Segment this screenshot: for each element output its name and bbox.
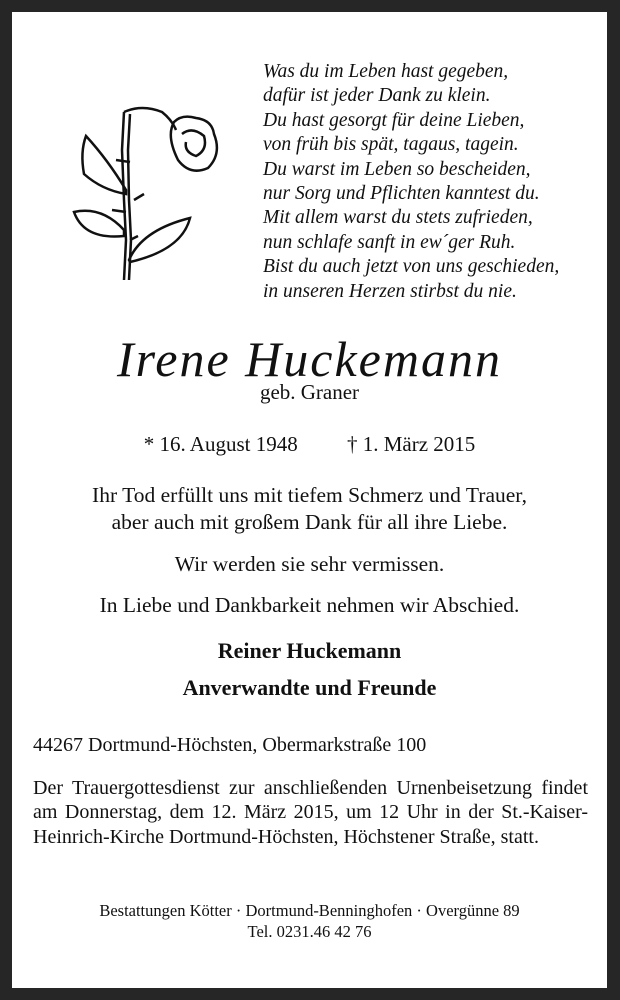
message-line: aber auch mit großem Dank für all ihre Liebe. [111, 510, 508, 534]
poem-line: Was du im Leben hast gegeben, [263, 61, 509, 82]
poem-line: dafür ist jeder Dank zu klein. [263, 85, 491, 107]
undertaker-phone: Tel. 0231.46 42 76 [247, 922, 372, 941]
deceased-name: Irene Huckemann [117, 331, 502, 387]
undertaker [12, 900, 607, 942]
undertaker-name: Bestattungen Kötter · Dortmund-Benninghofen · Overgünne 89 [99, 901, 520, 920]
poem-line: Du hast gesorgt für deine Lieben, [263, 109, 525, 131]
poem [263, 60, 559, 304]
poem-line: Du warst im Leben so bescheiden, [263, 158, 531, 180]
birth-date: * 16. August 1948 [143, 432, 298, 456]
address: 44267 Dortmund-Höchsten, Obermarkstraße 100 [33, 734, 427, 756]
poem-line: Mit allem warst du stets zufrieden, [263, 207, 533, 229]
death-date: † 1. März 2015 [346, 432, 476, 456]
mourner: Reiner Huckemann [217, 638, 402, 663]
message-line: Ihr Tod erfüllt uns mit tiefem Schmerz und Trauer, [92, 483, 527, 507]
mourner: Anverwandte und Freunde [182, 675, 437, 700]
birth-name: geb. Graner [259, 380, 360, 404]
obituary-card [12, 12, 607, 988]
farewell-text: In Liebe und Dankbarkeit nehmen wir Abschied. [99, 593, 520, 617]
service-info: Der Trauergottesdienst zur anschließenden Urnenbeisetzung findet am Donnerstag, dem 12. März 2015, um 12 Uhr in der St.-Kaiser-Heinrich-Kirche Dortmund-Höchsten, Höchstener Straße, statt. [33, 777, 588, 848]
poem-line: nun schlafe sanft in ew´ger Ruh. [263, 231, 516, 253]
poem-line: Bist du auch jetzt von uns geschieden, [263, 256, 560, 278]
mourners [12, 632, 607, 706]
poem-line: nur Sorg und Pflichten kanntest du. [263, 183, 540, 205]
message [12, 482, 607, 536]
life-dates [12, 432, 607, 457]
poem-line: in unseren Herzen stirbst du nie. [263, 280, 517, 302]
miss-text: Wir werden sie sehr vermissen. [174, 552, 445, 576]
poem-line: von früh bis spät, tagaus, tagein. [263, 134, 519, 156]
rose-illustration-icon [72, 90, 232, 290]
